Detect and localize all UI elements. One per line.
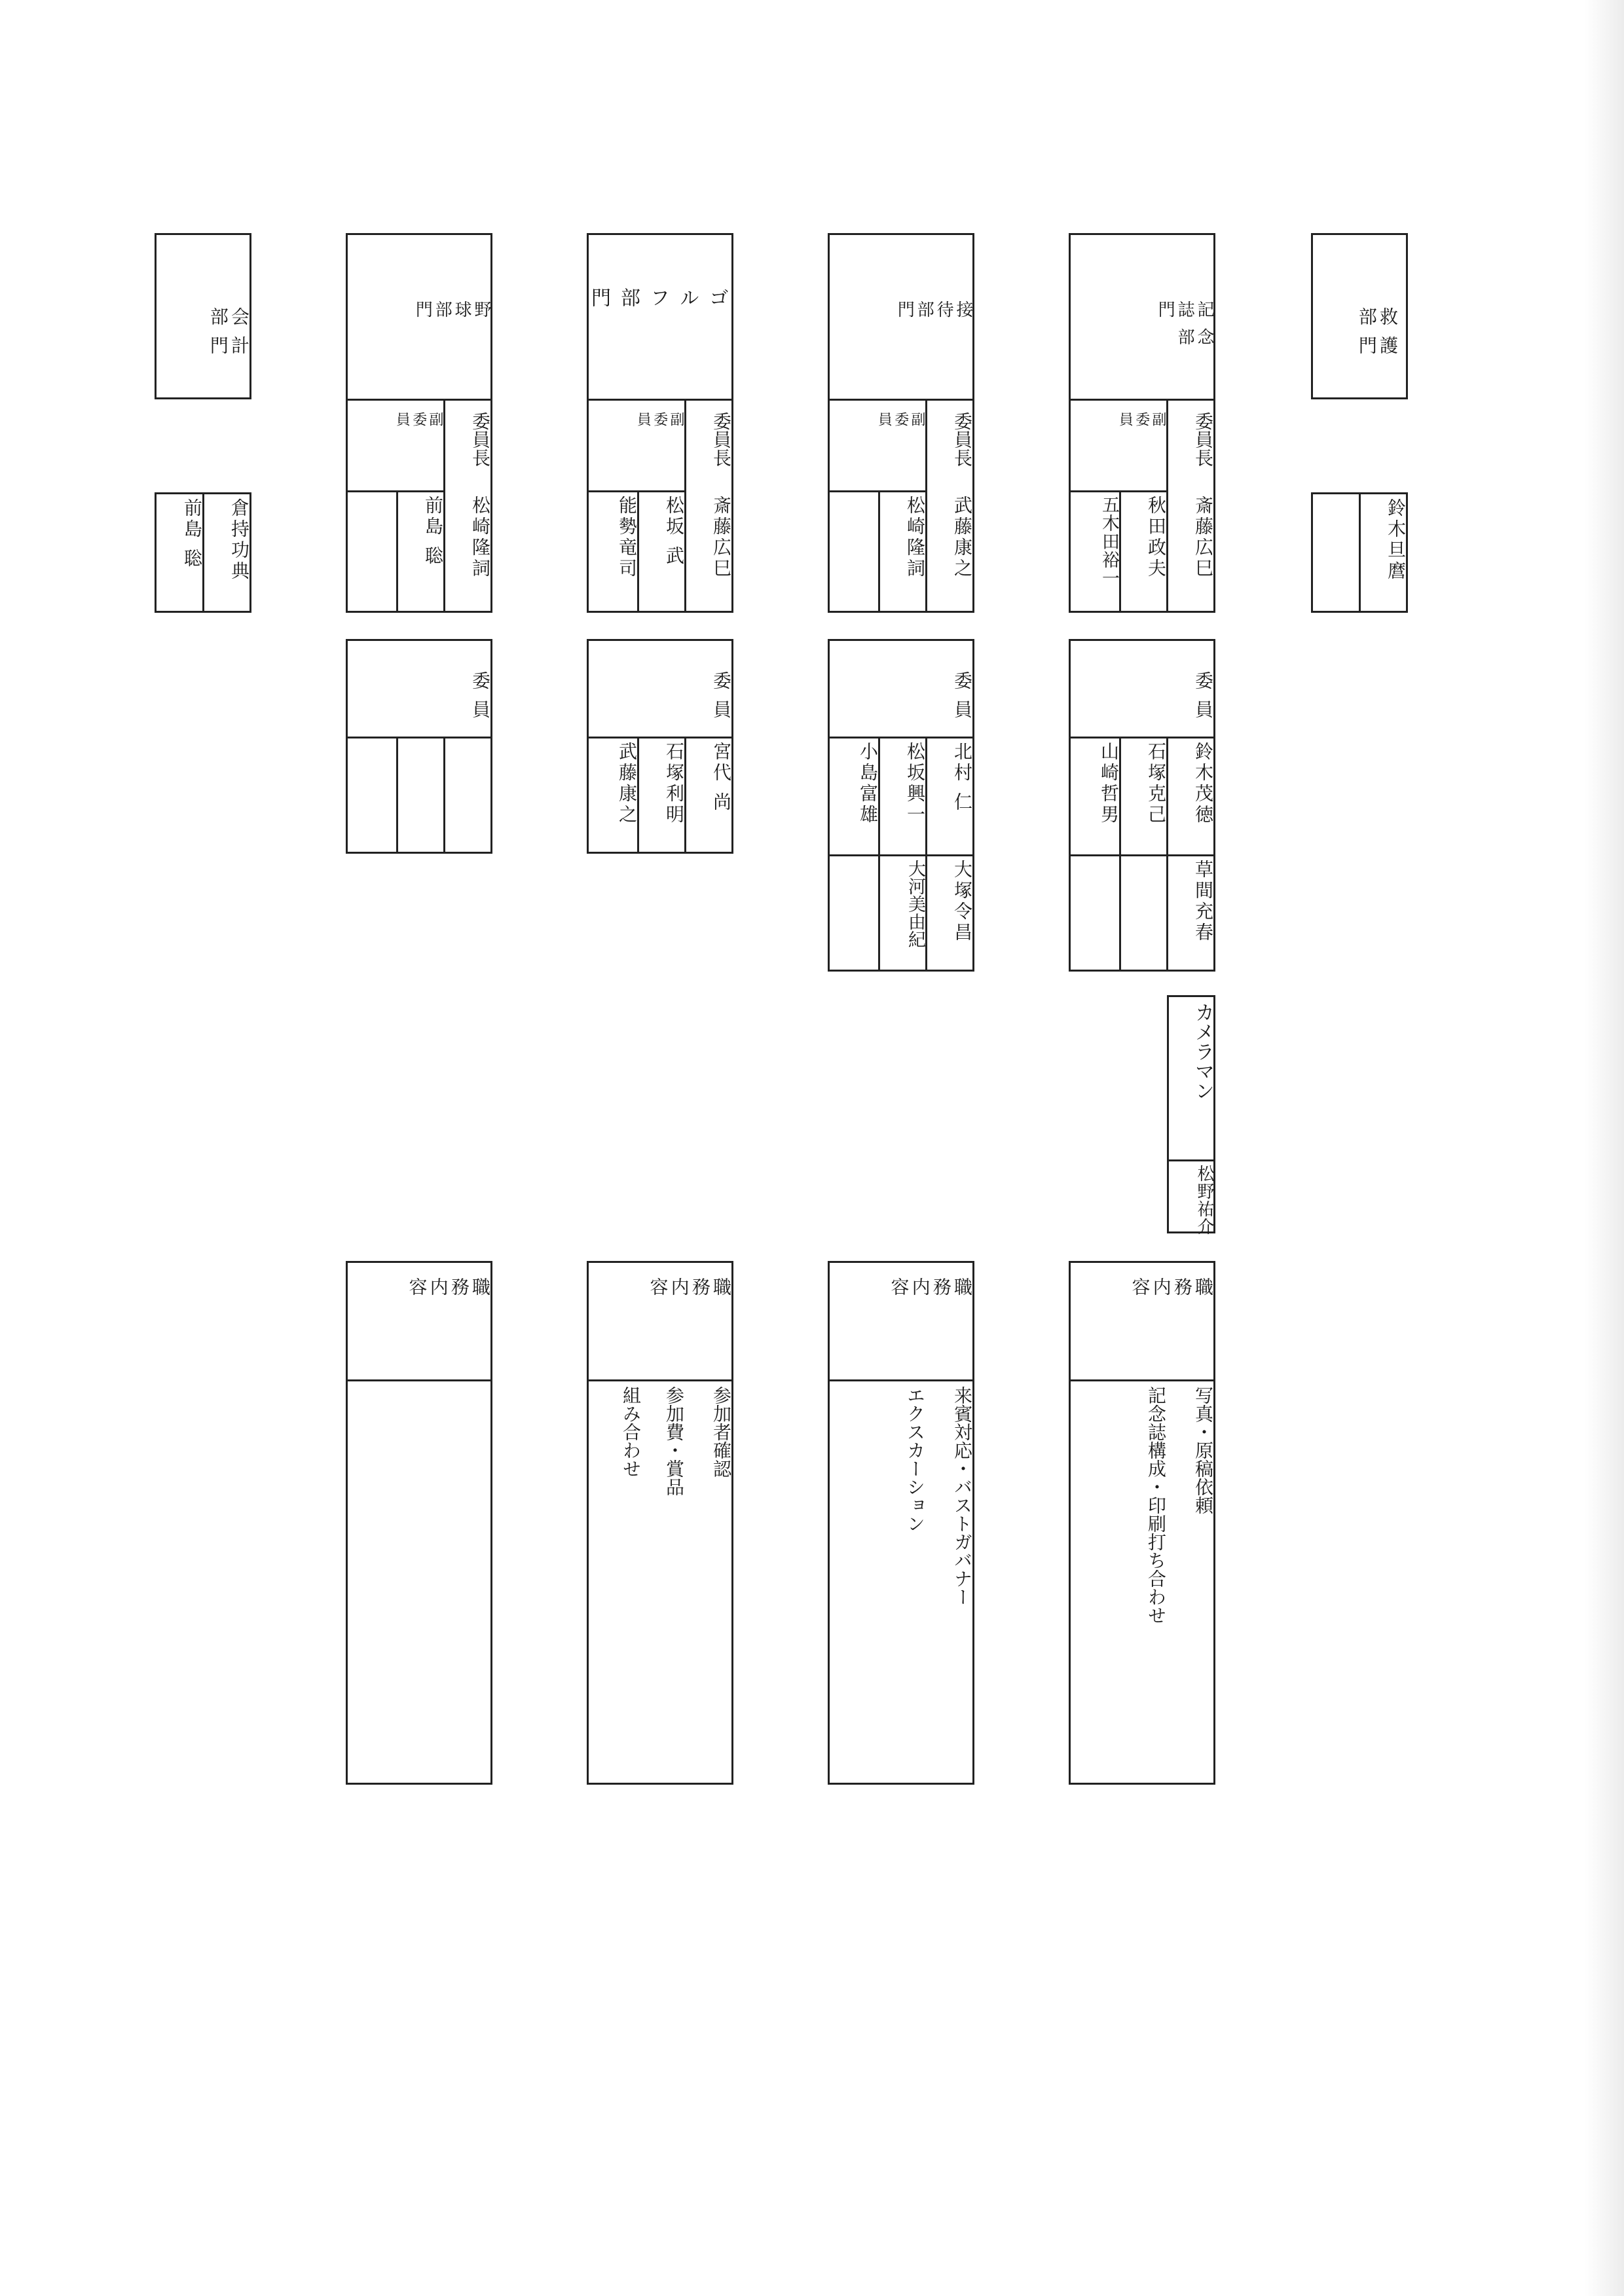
settai-main-box (828, 233, 974, 613)
yakyu-members-divider (348, 737, 490, 738)
golf-col-line2 (637, 490, 639, 611)
kaikei-label: 会計 部門 (207, 307, 250, 365)
kinenshi-member-2a: 石塚克己 (1145, 742, 1167, 826)
settai-member-1b: 大塚令昌 (951, 860, 973, 943)
golf-members-col1 (684, 737, 686, 852)
kinenshi-duty-2: 記念誌構成・印刷打ち合わせ (1145, 1386, 1167, 1624)
settai-duty-1: 来賓対応・バストガバナー (951, 1386, 973, 1606)
settai-duties-label: 職 務 内 容 (888, 1277, 973, 1306)
golf-chair-role: 委員長 (710, 412, 732, 467)
kyugo-member-box (1311, 492, 1408, 613)
kyugo-label: 救護 部門 (1356, 307, 1399, 365)
kaikei-label-box (155, 233, 251, 399)
kinenshi-duties-box (1069, 1261, 1215, 1785)
golf-row-line (589, 490, 684, 492)
yakyu-main-box (346, 233, 492, 613)
kyugo-empty-cell (1359, 494, 1361, 611)
settai-col-line2 (878, 490, 880, 611)
kaikei-member-box (155, 492, 251, 613)
settai-members-row (830, 854, 972, 856)
golf-vice-role: 副 委 員 (635, 412, 684, 426)
settai-members-col2 (878, 737, 880, 970)
golf-vice-2: 能勢竜司 (616, 496, 638, 579)
kinenshi-vice-2: 五木田裕一 (1099, 496, 1119, 587)
kinenshi-chair: 斎藤広巳 (1192, 496, 1214, 579)
kinenshi-camera-role: カメラマン (1191, 1002, 1214, 1101)
yakyu-chair-role: 委員長 (470, 412, 491, 467)
yakyu-vice-1: 前島 聡 (422, 496, 444, 567)
settai-member-2a: 松坂興一 (904, 742, 926, 826)
yakyu-duties-label: 職 務 内 容 (406, 1277, 491, 1306)
settai-vice-1: 松崎隆詞 (904, 496, 926, 579)
scan-shadow (1585, 0, 1624, 2296)
settai-duty-2: エクスカーション (904, 1386, 926, 1533)
settai-members-label: 委員 (951, 671, 973, 729)
kinenshi-members-col2 (1119, 737, 1121, 970)
kaikei-member-1: 倉持功典 (229, 498, 250, 582)
settai-member-1a: 北村 仁 (951, 742, 973, 813)
yakyu-members-label: 委員 (470, 671, 491, 729)
yakyu-chair: 松崎隆詞 (470, 496, 491, 579)
golf-duty-1: 参加者確認 (710, 1386, 732, 1478)
golf-duties-box (587, 1261, 733, 1785)
settai-row-line (830, 490, 925, 492)
kinenshi-members-label: 委員 (1192, 671, 1214, 729)
kinenshi-main-box (1069, 233, 1215, 613)
kaikei-col-line (202, 494, 204, 611)
golf-label: ゴ ル フ 部 門 (587, 287, 728, 311)
golf-member-1: 宮代 尚 (710, 742, 732, 813)
golf-members-col2 (637, 737, 639, 852)
golf-main-box (587, 233, 733, 613)
yakyu-duties-divider (348, 1379, 490, 1381)
kinenshi-member-3a: 山崎哲男 (1098, 742, 1120, 826)
settai-members-col1 (925, 737, 927, 970)
golf-chair: 斎藤広巳 (710, 496, 732, 579)
kinenshi-members-row (1071, 854, 1213, 856)
kinenshi-members-col1 (1166, 737, 1168, 970)
kinenshi-duties-label: 職 務 内 容 (1129, 1277, 1214, 1306)
kinenshi-member-1b: 草間充春 (1192, 860, 1214, 943)
kinenshi-vice-1: 秋田政夫 (1145, 496, 1167, 579)
yakyu-members-col2 (396, 737, 398, 852)
kinenshi-camera-box (1167, 995, 1215, 1233)
yakyu-vice-role: 副 委 員 (394, 412, 443, 426)
yakyu-label: 野 球 部 門 (413, 301, 491, 328)
settai-member-3a: 小島富雄 (857, 742, 879, 826)
golf-duty-2: 参加費・賞品 (663, 1386, 685, 1496)
golf-duties-label: 職 務 内 容 (647, 1277, 732, 1306)
golf-vice-1: 松坂 武 (663, 496, 685, 567)
settai-chair-role: 委員長 (951, 412, 973, 467)
kinenshi-member-1a: 鈴木茂徳 (1192, 742, 1214, 826)
golf-members-label: 委員 (710, 671, 732, 729)
kaikei-member-2: 前島 聡 (181, 498, 203, 570)
settai-vice-role: 副 委 員 (876, 412, 925, 426)
kinenshi-chair-role: 委員長 (1192, 412, 1214, 467)
yakyu-col-line2 (396, 490, 398, 611)
settai-chair: 武藤康之 (951, 496, 973, 579)
settai-members-box (828, 639, 974, 972)
golf-duty-3: 組み合わせ (620, 1386, 642, 1478)
kinenshi-vice-role: 副 委 員 (1116, 412, 1166, 426)
settai-label: 接 待 部 門 (895, 301, 973, 328)
kyugo-label-box (1311, 233, 1408, 399)
kinenshi-camera-name: 松野祐介 (1194, 1165, 1214, 1235)
yakyu-row-line (348, 490, 443, 492)
yakyu-members-box (346, 639, 492, 854)
yakyu-members-col1 (443, 737, 445, 852)
settai-member-2b: 大河美由紀 (905, 860, 925, 948)
yakyu-duties-box (346, 1261, 492, 1785)
kinenshi-row-line (1071, 490, 1166, 492)
golf-member-3: 武藤康之 (616, 742, 638, 826)
golf-members-box (587, 639, 733, 854)
kinenshi-label: 記念 誌部 門 (1155, 301, 1214, 355)
kinenshi-col-line2 (1119, 490, 1121, 611)
settai-duties-box (828, 1261, 974, 1785)
kinenshi-members-box (1069, 639, 1215, 972)
kinenshi-duty-1: 写真・原稿依頼 (1192, 1386, 1214, 1514)
golf-member-2: 石塚利明 (663, 742, 685, 826)
kyugo-member: 鈴木旦麿 (1385, 498, 1407, 582)
